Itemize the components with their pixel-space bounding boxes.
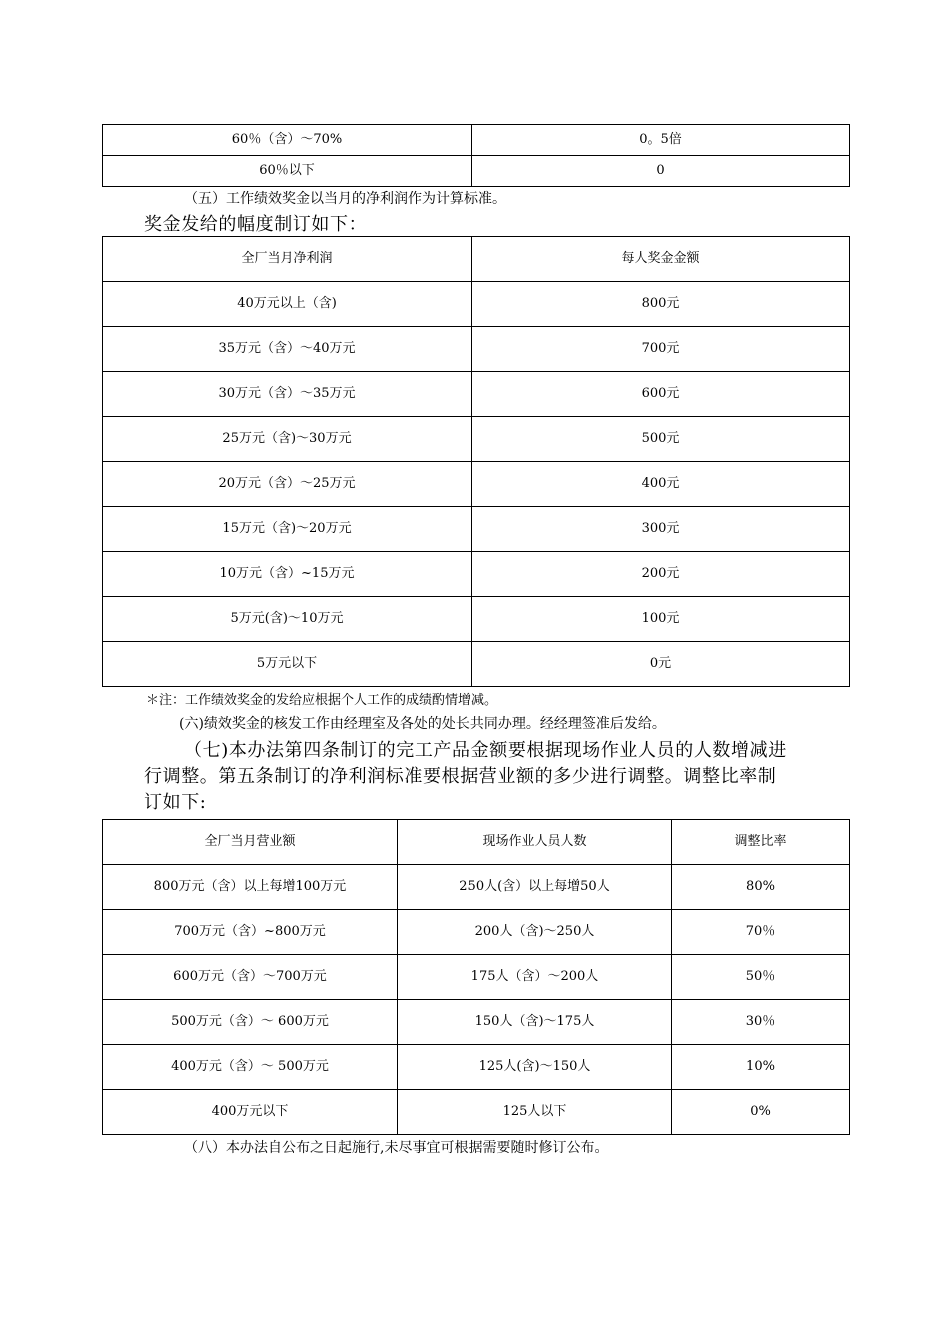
table-cell: 80%: [672, 865, 850, 910]
table-cell: 100元: [472, 597, 850, 642]
table-row: [103, 955, 850, 1000]
table-cell: 300元: [472, 507, 850, 552]
column-header: 调整比率: [672, 820, 850, 865]
table-cell: 200人（含)～250人: [398, 910, 672, 955]
table-header-row: [103, 820, 850, 865]
table-row: [103, 462, 850, 507]
table-cell: 5万元(含)～10万元: [103, 597, 472, 642]
table-cell: 500元: [472, 417, 850, 462]
table-cell: 60％（含）～70%: [103, 125, 472, 156]
table-row: [103, 372, 850, 417]
table-cell: 50％: [672, 955, 850, 1000]
table-cell: 800元: [472, 282, 850, 327]
footnote: ＊注：工作绩效奖金的发给应根据个人工作的成绩酌情增减。: [146, 693, 498, 708]
paragraph-7-line-1: （七)本办法第四条制订的完工产品金额要根据现场作业人员的人数增减进: [184, 740, 787, 761]
table-cell: 500万元（含）～ 600万元: [103, 1000, 398, 1045]
table-cell: 250人(含）以上每增50人: [398, 865, 672, 910]
table-cell: 60％以下: [103, 156, 472, 187]
paragraph-7-line-3: 订如下:: [144, 792, 207, 813]
table-cell: 150人（含)～175人: [398, 1000, 672, 1045]
table-cell: 30万元（含）～35万元: [103, 372, 472, 417]
column-header: 全厂当月营业额: [103, 820, 398, 865]
table-cell: 700元: [472, 327, 850, 372]
table-row: [103, 125, 850, 156]
table-cell: 0。5倍: [472, 125, 850, 156]
column-header: 现场作业人员人数: [398, 820, 672, 865]
paragraph-6: (六)绩效奖金的核发工作由经理室及各处的处长共同办理。经经理签准后发给。: [179, 716, 666, 732]
table-row: [103, 552, 850, 597]
table-cell: 20万元（含）～25万元: [103, 462, 472, 507]
table-cell: 400万元（含）～ 500万元: [103, 1045, 398, 1090]
table-row: [103, 910, 850, 955]
table-cell: 175人（含）～200人: [398, 955, 672, 1000]
table-cell: 15万元（含)～20万元: [103, 507, 472, 552]
table-cell: 800万元（含）以上每增100万元: [103, 865, 398, 910]
table-cell: 0: [472, 156, 850, 187]
table-cell: 700万元（含）~800万元: [103, 910, 398, 955]
table-cell: 25万元（含)～30万元: [103, 417, 472, 462]
column-header: 每人奖金金额: [472, 237, 850, 282]
rate-table: [102, 124, 850, 187]
table-cell: 70％: [672, 910, 850, 955]
table-row: [103, 156, 850, 187]
table-cell: 10%: [672, 1045, 850, 1090]
table-row: [103, 597, 850, 642]
table-header-row: [103, 237, 850, 282]
table-cell: 10万元（含）~15万元: [103, 552, 472, 597]
table-cell: 0元: [472, 642, 850, 687]
table-row: [103, 282, 850, 327]
table-cell: 35万元（含）～40万元: [103, 327, 472, 372]
bonus-table: [102, 236, 850, 687]
table-row: [103, 1000, 850, 1045]
table-cell: 40万元以上（含): [103, 282, 472, 327]
paragraph-7-line-2: 行调整。第五条制订的净利润标准要根据营业额的多少进行调整。调整比率制: [144, 766, 777, 787]
table-row: [103, 642, 850, 687]
paragraph-5: （五）工作绩效奖金以当月的净利润作为计算标准。: [184, 191, 506, 207]
paragraph-5-continuation: 奖金发给的幅度制订如下：: [144, 214, 368, 235]
column-header: 全厂当月净利润: [103, 237, 472, 282]
table-cell: 200元: [472, 552, 850, 597]
table-cell: 600万元（含）～700万元: [103, 955, 398, 1000]
table-row: [103, 507, 850, 552]
table-cell: 600元: [472, 372, 850, 417]
table-row: [103, 865, 850, 910]
table-row: [103, 327, 850, 372]
table-row: [103, 1090, 850, 1135]
table-cell: 5万元以下: [103, 642, 472, 687]
table-row: [103, 1045, 850, 1090]
table-cell: 125人(含)～150人: [398, 1045, 672, 1090]
table-cell: 30％: [672, 1000, 850, 1045]
table-cell: 400元: [472, 462, 850, 507]
table-row: [103, 417, 850, 462]
table-cell: 0%: [672, 1090, 850, 1135]
adjustment-table: [102, 819, 850, 1135]
paragraph-8: （八）本办法自公布之日起施行,未尽事宜可根据需要随时修订公布。: [184, 1140, 609, 1156]
table-cell: 125人以下: [398, 1090, 672, 1135]
table-cell: 400万元以下: [103, 1090, 398, 1135]
